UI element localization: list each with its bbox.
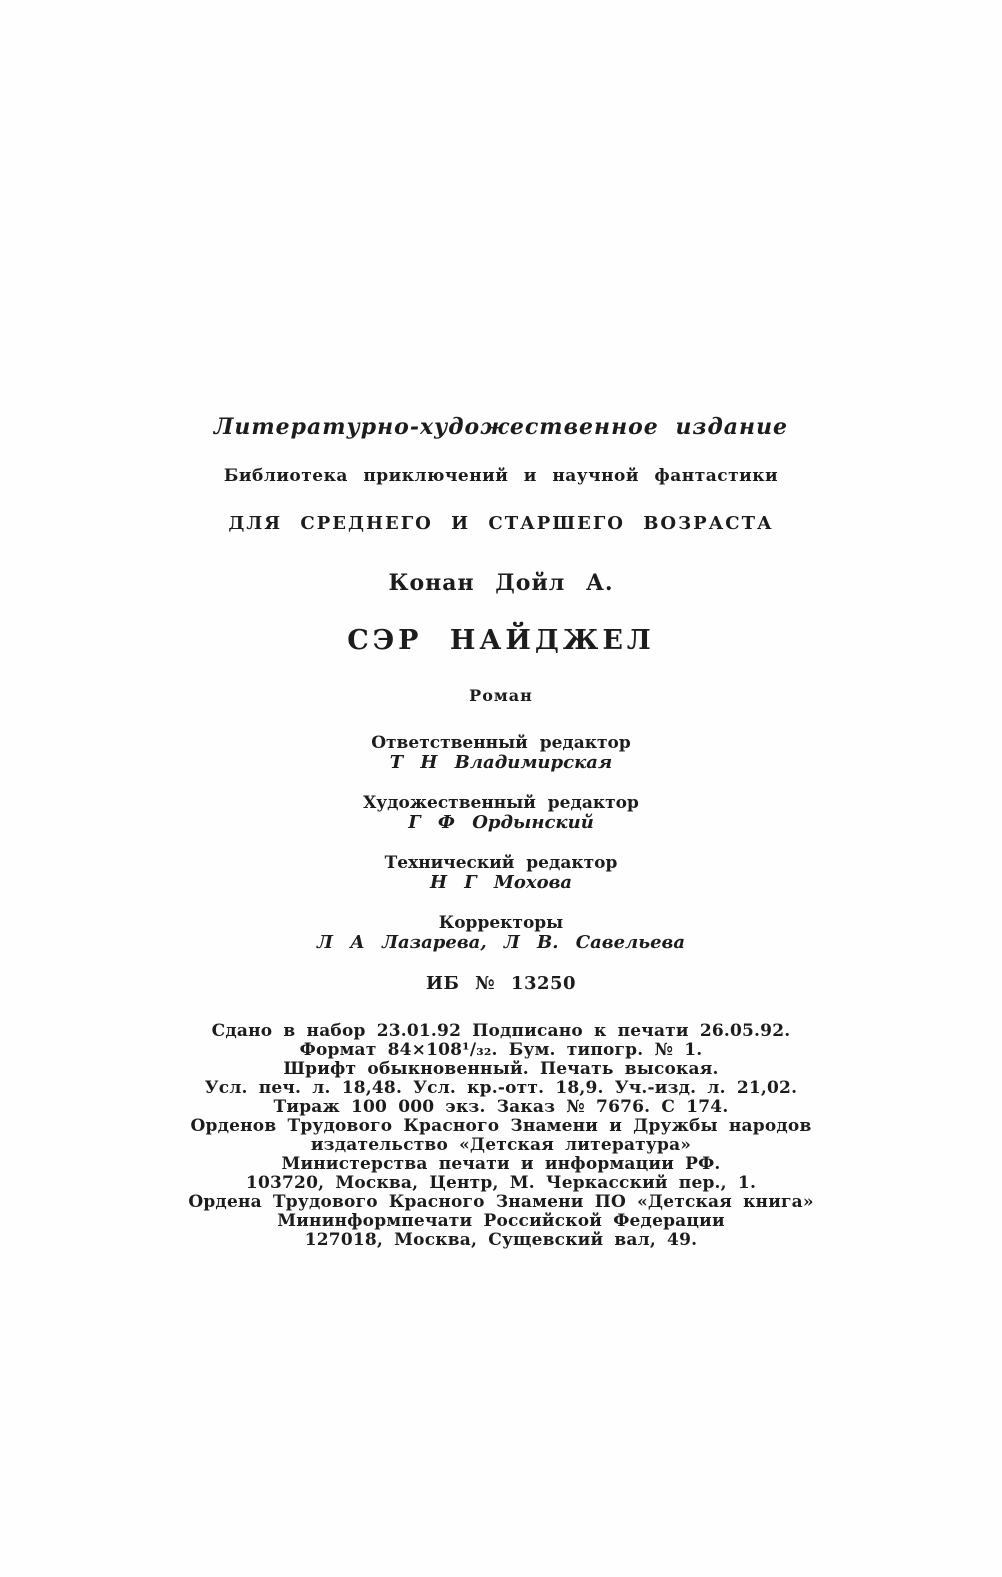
imprint-line-print-run: Тираж 100 000 экз. Заказ № 7676. С 174. (273, 1097, 729, 1117)
staff-block (0, 733, 1002, 953)
staff-name: Т Н Владимирская (389, 752, 613, 773)
imprint-line-publisher-awards: Орденов Трудового Красного Знамени и Дружбы народов (190, 1116, 812, 1136)
staff-entry-proofreaders (0, 913, 1002, 953)
book-title: СЭР НАЙДЖЕЛ (347, 625, 655, 656)
imprint-line-publisher-address: 103720, Москва, Центр, М. Черкасский пер., 1. (245, 1173, 757, 1193)
imprint-line-typeset-date: Сдано в набор 23.01.92 Подписано к печати 26.05.92. (211, 1021, 791, 1041)
staff-name: Г Ф Ордынский (408, 812, 594, 833)
imprint-line-printer-ministry: Мининформпечати Российской Федерации (277, 1211, 725, 1231)
imprint-block (0, 1022, 1002, 1250)
staff-role: Художественный редактор (363, 793, 639, 813)
imprint-line-printer-name: Ордена Трудового Красного Знамени ПО «Детская книга» (188, 1192, 814, 1212)
staff-role: Технический редактор (384, 853, 618, 873)
imprint-line-format: Формат 84×108¹/₃₂. Бум. типогр. № 1. (299, 1040, 703, 1060)
edition-type-line: Литературно-художественное издание (213, 414, 789, 440)
imprint-line-publisher-name: издательство «Детская литература» (310, 1135, 692, 1155)
staff-entry-technical-editor (0, 853, 1002, 893)
staff-role: Ответственный редактор (371, 733, 631, 753)
author-name: Конан Дойл А. (388, 570, 614, 596)
ib-number: ИБ № 13250 (425, 973, 577, 994)
staff-entry-managing-editor (0, 733, 1002, 773)
audience-line: ДЛЯ СРЕДНЕГО И СТАРШЕГО ВОЗРАСТА (228, 513, 774, 534)
imprint-line-printer-address: 127018, Москва, Сущевский вал, 49. (304, 1230, 698, 1250)
imprint-line-ministry: Министерства печати и информации РФ. (281, 1154, 721, 1174)
imprint-line-sheets: Усл. печ. л. 18,48. Усл. кр.-отт. 18,9. Уч.-изд. л. 21,02. (204, 1078, 798, 1098)
staff-name: Л А Лазарева, Л В. Савельева (316, 932, 686, 953)
staff-name: Н Г Мохова (429, 872, 573, 893)
staff-entry-art-editor (0, 793, 1002, 833)
genre-label: Роман (469, 686, 533, 705)
staff-role: Корректоры (438, 913, 564, 933)
series-line: Библиотека приключений и научной фантастики (223, 466, 779, 486)
imprint-line-typeface: Шрифт обыкновенный. Печать высокая. (283, 1059, 719, 1079)
